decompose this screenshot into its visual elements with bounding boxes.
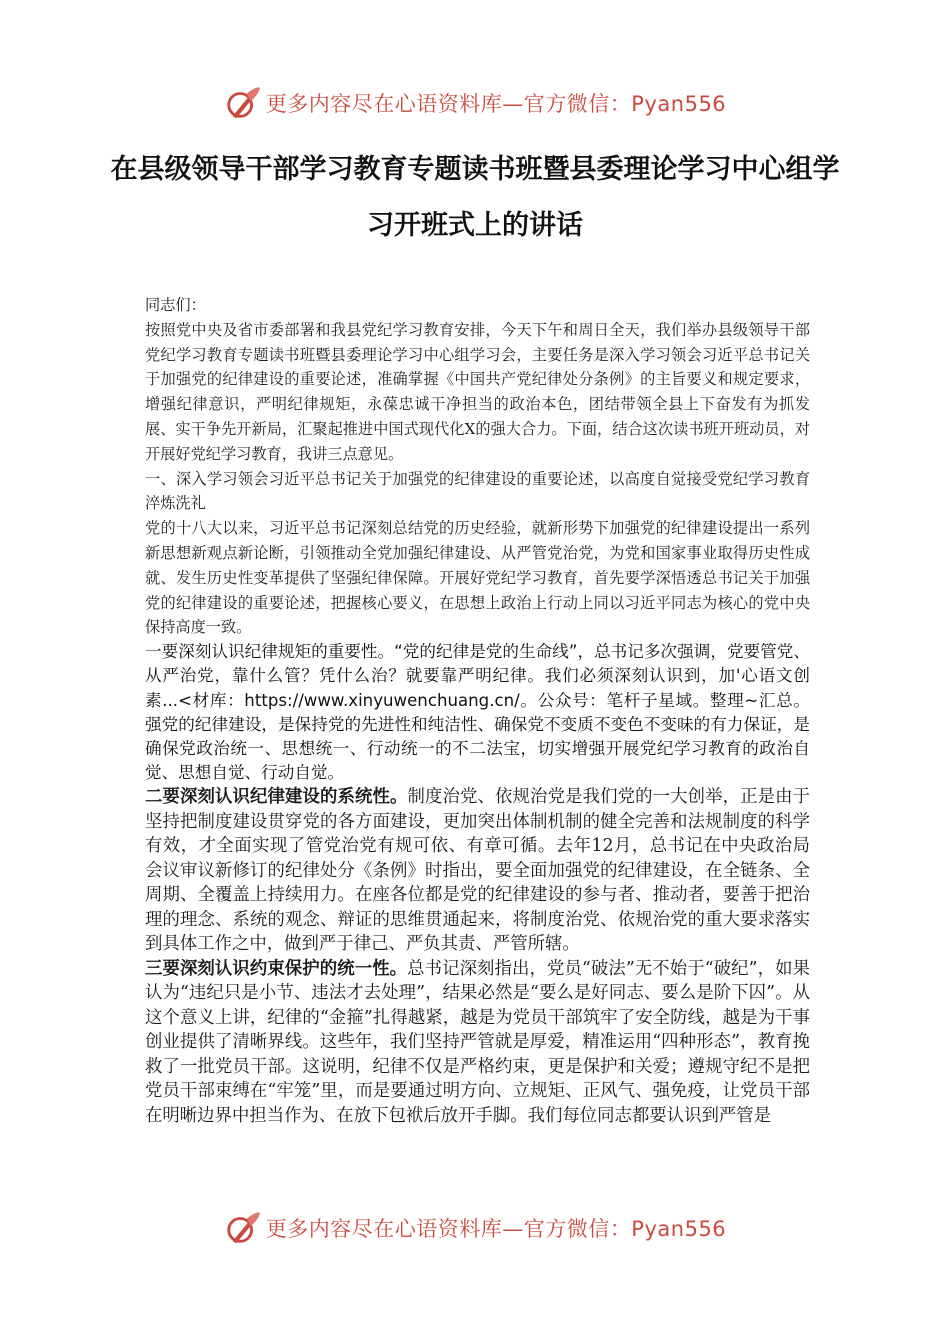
point-1-paragraph: 一要深刻认识纪律规矩的重要性。“党的纪律是党的生命线”，总书记多次强调，党要管党、从严治党，靠什么管？凭什么治？就要靠严明纪律。我们必须深刻认识到，加'心语文创素...<材库：https://www.xinyuwenchuang.cn/。公众号：笔杆子星域。整理~汇总。强党的纪律建设，是保持党的先进性和纯洁性、确保党不变质不变色不变味的有力保证，是确保党政治统一、思想统一、行动统一的不二法宝，切实增强开展党纪学习教育的政治自觉、思想自觉、行动自觉。 (145, 642, 810, 783)
watermark-text: 更多内容尽在心语资料库—官方微信：Pyan556 (265, 92, 727, 116)
quill-logo-icon (224, 1209, 262, 1247)
point-3-paragraph (145, 957, 810, 1129)
point-3-lead: 三要深刻认识约束保护的统一性。 (145, 958, 408, 979)
watermark-text-footer: 更多内容尽在心语资料库—官方微信：Pyan556 (265, 1217, 727, 1241)
section-1-heading: 一、深入学习领会习近平总书记关于加强党的纪律建设的重要论述，以高度自觉接受党纪学习教育淬炼洗礼 (145, 469, 810, 513)
section-1-paragraph: 党的十八大以来，习近平总书记深刻总结党的历史经验，就新形势下加强党的纪律建设提出一系列新思想新观点新论断，引领推动全党加强纪律建设、从严管党治党，为党和国家事业取得历史性成就、发生历史性变革提供了坚强纪律保障。开展好党纪学习教育，首先要学深悟透总书记关于加强党的纪律建设的重要论述，把握核心要义，在思想上政治上行动上同以习近平同志为核心的党中央保持高度一致。 (145, 519, 810, 637)
point-2-paragraph (145, 785, 810, 957)
quill-logo-icon (224, 84, 262, 122)
intro-paragraph: 按照党中央及省市委部署和我县党纪学习教育安排，今天下午和周日全天，我们举办县级领导干部党纪学习教育专题读书班暨县委理论学习中心组学习会，主要任务是深入学习领会习近平总书记关于加强党的纪律建设的重要论述，准确掌握《中国共产党纪律处分条例》的主旨要义和规定要求，增强纪律意识，严明纪律规矩，永葆忠诚干净担当的政治本色，团结带领全县上下奋发有为抓发展、实干争先开新局，汇聚起推进中国式现代化X的强大合力。下面，结合这次读书班开班动员，对开展好党纪学习教育，我讲三点意见。 (145, 320, 810, 463)
document-title: 在县级领导干部学习教育专题读书班暨县委理论学习中心组学习开班式上的讲话 (110, 154, 840, 241)
point-2-body: 制度治党、依规治党是我们党的一大创举，正是由于坚持把制度建设贯穿党的各方面建设，更加突出体制机制的健全完善和法规制度的科学有效，才全面实现了管党治党有规可依、有章可循。去年12月，总书记在中央政治局会议审议新修订的纪律处分《条例》时指出，要全面加强党的纪律建设，在全链条、全周期、全覆盖上持续用力。在座各位都是党的纪律建设的参与者、推动者，要善于把治理的理念、系统的观念、辩证的思维贯通起来，将制度治党、依规治党的重大要求落实到具体工作之中，做到严于律己、严负其责、严管所辖。 (145, 787, 810, 955)
watermark-header (0, 78, 950, 128)
greeting: 同志们： (145, 296, 206, 314)
watermark-footer (0, 1203, 950, 1253)
document-body (145, 293, 810, 1128)
point-3-body: 总书记深刻指出，党员“破法”无不始于“破纪”，如果认为“违纪只是小节、违法才去处理”，结果必然是“要么是好同志、要么是阶下囚”。从这个意义上讲，纪律的“金箍”扎得越紧，越是为党员干部筑牢了安全防线，越是为干事创业提供了清晰界线。这些年，我们坚持严管就是厚爱，精准运用“四种形态”，教育挽救了一批党员干部。这说明，纪律不仅是严格约束，更是保护和关爱；遵规守纪不是把党员干部束缚在“牢笼”里，而是要通过明方向、立规矩、正风气、强免疫，让党员干部在明晰边界中担当作为、在放下包袱后放开手脚。我们每位同志都要认识到严管是 (145, 958, 810, 1126)
point-2-lead: 二要深刻认识纪律建设的系统性。 (145, 787, 408, 808)
